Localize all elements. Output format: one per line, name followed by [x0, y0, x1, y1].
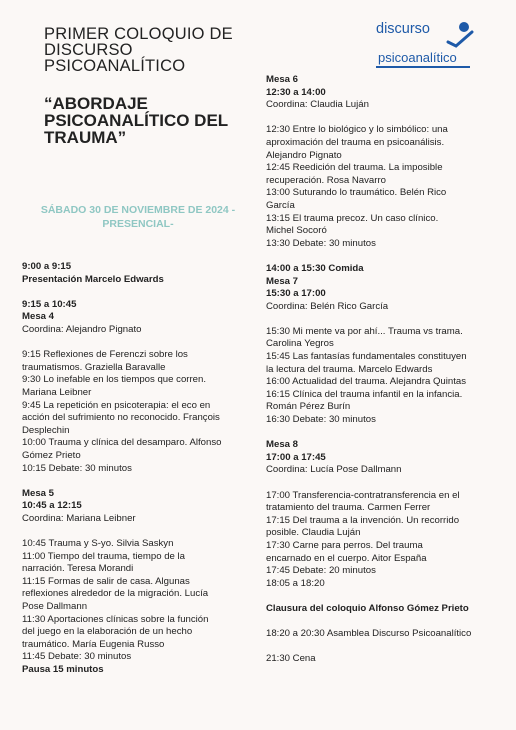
- spacer: [266, 590, 496, 603]
- program-line: Alejandro Pignato: [266, 149, 342, 161]
- program-line: Coordina: Lucía Pose Dallmann: [266, 464, 402, 476]
- program-line: 11:30 Aportaciones clínicas sobre la función: [22, 613, 209, 625]
- program-line: 16:00 Actualidad del trauma. Alejandra Quintas: [266, 376, 467, 388]
- program-line: 13:00 Suturando lo traumático. Belén Rico: [266, 187, 447, 199]
- event-subtitle-line: TRAUMA”: [44, 128, 127, 147]
- program-line: Carolina Yegros: [266, 338, 334, 350]
- program-line: Mariana Leibner: [22, 386, 92, 398]
- program-line: 10:45 Trauma y S-yo. Silvia Saskyn: [22, 538, 174, 550]
- spacer: [266, 313, 496, 326]
- program-line: Desplechin: [22, 424, 70, 436]
- program-heading: Mesa 5: [22, 487, 54, 499]
- logo-text-top: discurso: [376, 21, 430, 37]
- program-line: 21:30 Cena: [266, 653, 316, 665]
- program-line: Román Pérez Burín: [266, 401, 351, 413]
- logo-divider: [376, 66, 470, 68]
- program-line: 10:15 Debate: 30 minutos: [22, 462, 132, 474]
- program-heading: 17:00 a 17:45: [266, 451, 326, 463]
- program-line: 9:15 Reflexiones de Ferenczi sobre los: [22, 349, 188, 361]
- program-left-column: [22, 261, 258, 677]
- event-date-line: PRESENCIAL-: [102, 218, 174, 230]
- program-line: Coordina: Belén Rico García: [266, 300, 389, 312]
- program-line: 18:05 a 18:20: [266, 577, 325, 589]
- program-line: reflexiones alrededor de la migración. Lucía: [22, 588, 209, 600]
- program-heading: Pausa 15 minutos: [22, 664, 104, 675]
- program-heading: Presentación Marcelo Edwards: [22, 273, 164, 285]
- spacer: [266, 616, 496, 629]
- program-heading: Mesa 6: [266, 74, 298, 85]
- program-line: 17:00 Transferencia-contratransferencia en el: [266, 489, 460, 501]
- program-line: 18:20 a 20:30 Asamblea Discurso Psicoanalítico: [266, 628, 472, 640]
- program-heading: 9:00 a 9:15: [22, 261, 72, 272]
- program-line: la lectura del trauma. Marcelo Edwards: [266, 363, 433, 375]
- program-line: 11:45 Debate: 30 minutos: [22, 651, 132, 663]
- program-line: recuperación. Rosa Navarro: [266, 174, 386, 186]
- event-subtitle: [44, 95, 274, 146]
- program-line: Coordina: Mariana Leibner: [22, 512, 136, 524]
- spacer: [22, 475, 258, 488]
- program-line: 16:15 Clínica del trauma infantil en la infancia.: [266, 388, 463, 400]
- program-line: encarnado en el cuerpo. Aitor España: [266, 552, 427, 564]
- event-date-line: SÁBADO 30 DE NOVIEMBRE DE 2024 -: [40, 204, 236, 216]
- program-line: traumático. María Eugenia Russo: [22, 638, 165, 650]
- program-line: 11:00 Tiempo del trauma, tiempo de la: [22, 550, 186, 562]
- spacer: [266, 427, 496, 440]
- spacer: [266, 250, 496, 263]
- logo-text-bottom: psicoanalítico: [378, 50, 457, 65]
- program-line: 13:30 Debate: 30 minutos: [266, 237, 376, 249]
- program-line: Pose Dallmann: [22, 601, 88, 613]
- logo-mark-icon: [446, 20, 476, 50]
- program-line: 17:45 Debate: 20 minutos: [266, 565, 376, 577]
- program-heading: 10:45 a 12:15: [22, 500, 82, 512]
- program-line: Coordina: Claudia Luján: [266, 99, 369, 111]
- program-line: 12:45 Reedición del trauma. La imposible: [266, 162, 443, 174]
- program-line: Coordina: Alejandro Pignato: [22, 323, 142, 335]
- program-line: 15:30 Mi mente va por ahí... Trauma vs trama.: [266, 325, 463, 337]
- program-line: 17:15 Del trauma a la invención. Un recorrido: [266, 514, 460, 526]
- program-heading: 14:00 a 15:30 Comida: [266, 262, 364, 274]
- program-line: 16:30 Debate: 30 minutos: [266, 414, 376, 426]
- program-line: Gómez Prieto: [22, 449, 81, 461]
- spacer: [22, 525, 258, 538]
- program-heading: Clausura del coloquio Alfonso Gómez Prieto: [266, 602, 469, 614]
- spacer: [22, 286, 258, 299]
- event-title-line: PRIMER COLOQUIO DE: [44, 25, 233, 43]
- event-date: [22, 203, 254, 231]
- program-heading: Mesa 7: [266, 275, 298, 287]
- program-line: 17:30 Carne para perros. Del trauma: [266, 539, 423, 551]
- spacer: [266, 477, 496, 490]
- program-line: traumatismos. Graziella Baravalle: [22, 361, 166, 373]
- program-heading: Mesa 8: [266, 439, 298, 451]
- event-subtitle-line: PSICOANALÍTICO DEL: [44, 111, 229, 130]
- spacer: [22, 337, 258, 350]
- program-line: tratamiento del trauma. Carmen Ferrer: [266, 502, 431, 514]
- program-line: aproximación del trauma en psicoanálisis.: [266, 136, 445, 148]
- event-subtitle-line: “ABORDAJE: [44, 94, 148, 113]
- program-line: 10:00 Trauma y clínica del desamparo. Alfonso: [22, 437, 222, 449]
- program-heading: 15:30 a 17:00: [266, 288, 326, 300]
- event-title-line: DISCURSO: [44, 41, 133, 59]
- program-right-column: [266, 74, 496, 666]
- program-line: narración. Teresa Morandi: [22, 563, 134, 575]
- program-line: Michel Socoró: [266, 225, 327, 237]
- program-line: 11:15 Formas de salir de casa. Algunas: [22, 575, 190, 587]
- program-line: 9:45 La repetición en psicoterapia: el eco en: [22, 399, 211, 411]
- program-line: posible. Claudia Luján: [266, 527, 361, 539]
- program-line: 13:15 El trauma precoz. Un caso clínico.: [266, 212, 439, 224]
- program-heading: Mesa 4: [22, 311, 54, 323]
- event-title: [44, 26, 254, 74]
- program-heading: 12:30 a 14:00: [266, 86, 326, 98]
- program-line: 9:30 Lo inefable en los tiempos que corren.: [22, 374, 207, 386]
- program-line: acción del sufrimiento no reconocido. François: [22, 412, 220, 424]
- event-title-line: PSICOANALÍTICO: [44, 57, 186, 75]
- program-line: García: [266, 199, 295, 211]
- spacer: [266, 641, 496, 654]
- program-heading: 9:15 a 10:45: [22, 298, 77, 310]
- logo: [376, 20, 486, 70]
- program-line: 12:30 Entre lo biológico y lo simbólico: una: [266, 124, 448, 136]
- spacer: [266, 112, 496, 125]
- program-line: del juego en la elaboración de un hecho: [22, 626, 193, 638]
- program-line: 15:45 Las fantasías fundamentales constituyen: [266, 351, 467, 363]
